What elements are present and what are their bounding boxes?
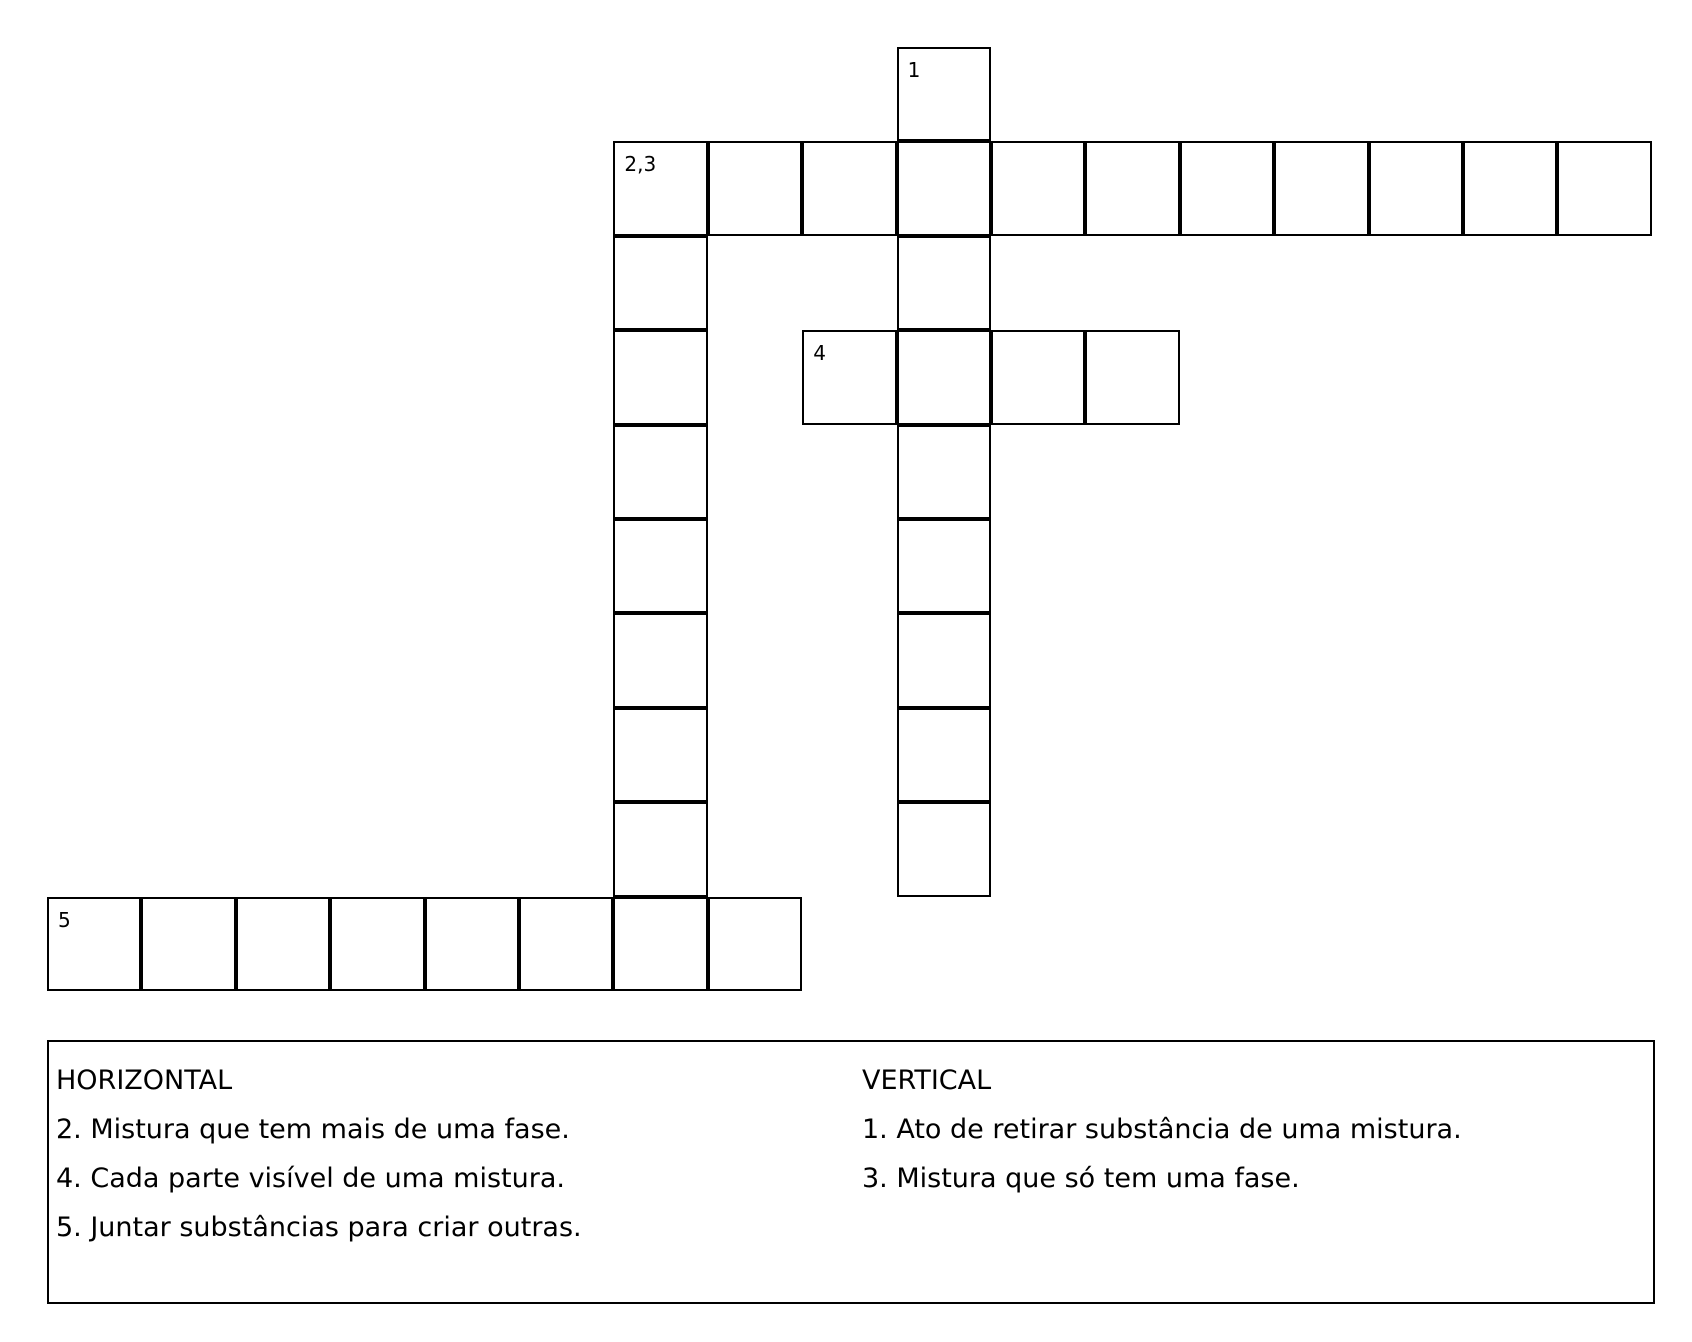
crossword-cell[interactable] bbox=[613, 897, 707, 991]
horizontal-clue: 5. Juntar substâncias para criar outras. bbox=[56, 1212, 582, 1243]
crossword-cell[interactable] bbox=[1085, 330, 1179, 424]
crossword-cell[interactable] bbox=[1085, 141, 1179, 235]
crossword-cell[interactable] bbox=[1463, 141, 1557, 235]
horizontal-clue: 4. Cada parte visível de uma mistura. bbox=[56, 1163, 565, 1194]
crossword-cell[interactable] bbox=[613, 236, 707, 330]
vertical-clue: 1. Ato de retirar substância de uma mistura. bbox=[862, 1114, 1462, 1145]
crossword-cell[interactable] bbox=[613, 330, 707, 424]
crossword-cell[interactable] bbox=[236, 897, 330, 991]
crossword-cell[interactable] bbox=[897, 519, 991, 613]
crossword-cell[interactable] bbox=[897, 802, 991, 896]
crossword-cell[interactable] bbox=[141, 897, 235, 991]
crossword-cell[interactable] bbox=[897, 708, 991, 802]
crossword-cell[interactable] bbox=[330, 897, 424, 991]
crossword-cell[interactable] bbox=[425, 897, 519, 991]
crossword-cell[interactable] bbox=[519, 897, 613, 991]
clue-number: 5 bbox=[58, 907, 71, 932]
clue-number: 1 bbox=[907, 58, 921, 82]
crossword-cell[interactable] bbox=[897, 425, 991, 519]
crossword-cell[interactable] bbox=[613, 519, 707, 613]
crossword-cell[interactable] bbox=[897, 236, 991, 330]
crossword-cell[interactable] bbox=[897, 47, 991, 141]
crossword-cell[interactable] bbox=[991, 330, 1085, 424]
crossword-cell[interactable] bbox=[613, 802, 707, 896]
crossword-cell[interactable] bbox=[897, 141, 991, 235]
vertical-clue: 3. Mistura que só tem uma fase. bbox=[862, 1163, 1300, 1194]
crossword-cell[interactable] bbox=[897, 613, 991, 707]
horizontal-clues bbox=[56, 1056, 582, 1252]
crossword-cell[interactable] bbox=[1180, 141, 1274, 235]
crossword-cell[interactable] bbox=[613, 141, 707, 235]
crossword-cell[interactable] bbox=[1369, 141, 1463, 235]
vertical-heading: VERTICAL bbox=[862, 1065, 992, 1096]
clues-box bbox=[47, 1040, 1655, 1304]
crossword-cell[interactable] bbox=[613, 425, 707, 519]
crossword-cell[interactable] bbox=[613, 708, 707, 802]
crossword-cell[interactable] bbox=[47, 897, 141, 991]
crossword-cell[interactable] bbox=[802, 141, 896, 235]
horizontal-heading: HORIZONTAL bbox=[56, 1065, 233, 1096]
crossword-cell[interactable] bbox=[802, 330, 896, 424]
crossword-cell[interactable] bbox=[1557, 141, 1651, 235]
crossword-cell[interactable] bbox=[613, 613, 707, 707]
crossword-cell[interactable] bbox=[708, 897, 802, 991]
crossword-cell[interactable] bbox=[708, 141, 802, 235]
crossword-cell[interactable] bbox=[897, 330, 991, 424]
clue-number: 2,3 bbox=[624, 152, 657, 177]
crossword-cell[interactable] bbox=[1274, 141, 1368, 235]
clue-number: 4 bbox=[813, 341, 826, 366]
horizontal-clue: 2. Mistura que tem mais de uma fase. bbox=[56, 1114, 570, 1145]
vertical-clues bbox=[862, 1056, 1462, 1203]
crossword-cell[interactable] bbox=[991, 141, 1085, 235]
